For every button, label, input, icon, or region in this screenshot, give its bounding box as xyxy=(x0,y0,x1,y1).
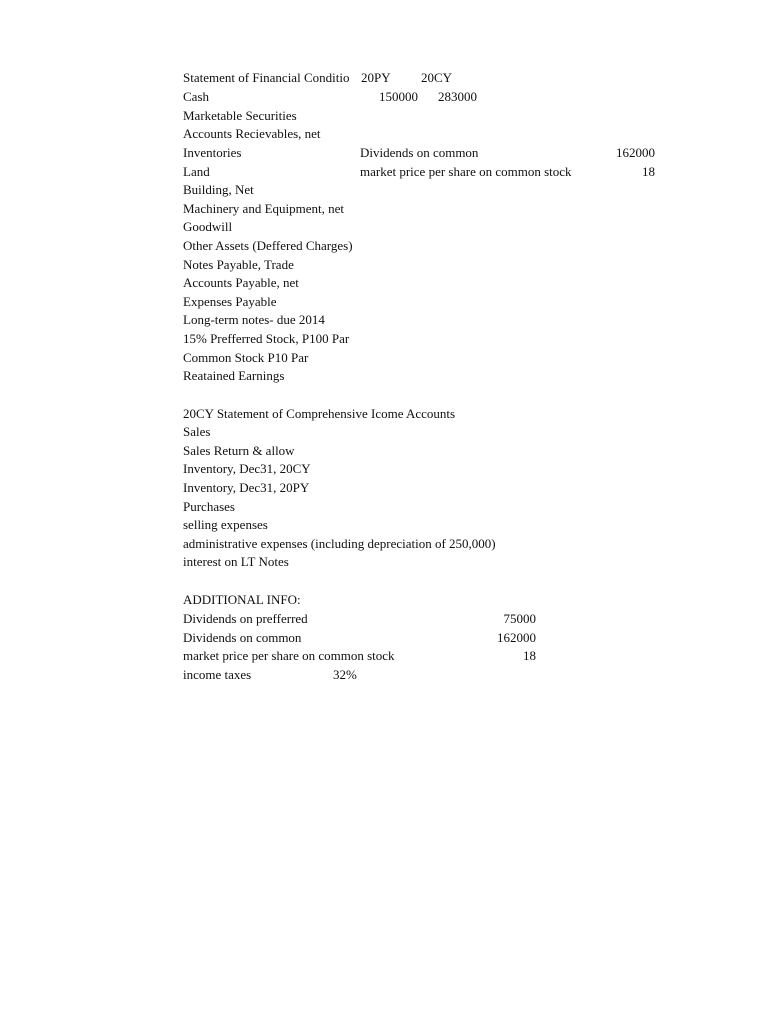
market-price-value: 18 xyxy=(523,648,536,663)
side-note-dividends-common-value: 162000 xyxy=(616,145,655,160)
row-label-dividends-preferred: Dividends on prefferred xyxy=(183,611,308,626)
dividends-preferred-value: 75000 xyxy=(503,611,536,626)
income-taxes-value: 32% xyxy=(333,667,357,682)
cash-20py-value: 150000 xyxy=(379,89,418,104)
side-note-market-price-label: market price per share on common stock xyxy=(360,164,572,179)
row-label-notes-payable: Notes Payable, Trade xyxy=(183,257,294,272)
row-label-expenses-payable: Expenses Payable xyxy=(183,294,277,309)
dividends-common-value: 162000 xyxy=(497,630,536,645)
row-label-sales: Sales xyxy=(183,424,211,439)
row-label-cash: Cash xyxy=(183,89,209,104)
row-label-preferred-stock: 15% Prefferred Stock, P100 Par xyxy=(183,331,350,346)
row-label-inventory-20cy: Inventory, Dec31, 20CY xyxy=(183,461,311,476)
row-label-purchases: Purchases xyxy=(183,499,235,514)
row-label-interest-lt-notes: interest on LT Notes xyxy=(183,554,289,569)
row-label-common-stock: Common Stock P10 Par xyxy=(183,350,309,365)
row-label-inventory-20py: Inventory, Dec31, 20PY xyxy=(183,480,310,495)
row-label-marketable-securities: Marketable Securities xyxy=(183,108,297,123)
row-label-accounts-receivables: Accounts Recievables, net xyxy=(183,126,321,141)
row-label-retained-earnings: Reatained Earnings xyxy=(183,368,285,383)
row-label-accounts-payable: Accounts Payable, net xyxy=(183,275,299,290)
balance-sheet-title: Statement of Financial Conditio xyxy=(183,70,350,85)
row-label-machinery: Machinery and Equipment, net xyxy=(183,201,345,216)
row-label-administrative-expenses: administrative expenses (including depreciation of 250,000) xyxy=(183,536,496,551)
side-note-market-price-value: 18 xyxy=(642,164,655,179)
row-label-other-assets: Other Assets (Deffered Charges) xyxy=(183,238,353,253)
row-label-goodwill: Goodwill xyxy=(183,219,233,234)
row-label-long-term-notes: Long-term notes- due 2014 xyxy=(183,312,325,327)
additional-info-title: ADDITIONAL INFO: xyxy=(183,592,301,607)
row-label-sales-return: Sales Return & allow xyxy=(183,443,295,458)
row-label-inventories: Inventories xyxy=(183,145,242,160)
side-note-dividends-common-label: Dividends on common xyxy=(360,145,479,160)
column-header-20cy: 20CY xyxy=(421,70,453,85)
row-label-building: Building, Net xyxy=(183,182,254,197)
cash-20cy-value: 283000 xyxy=(438,89,477,104)
row-label-market-price: market price per share on common stock xyxy=(183,648,395,663)
income-statement-title: 20CY Statement of Comprehensive Icome Accounts xyxy=(183,406,456,421)
row-label-dividends-common: Dividends on common xyxy=(183,630,302,645)
row-label-land: Land xyxy=(183,164,210,179)
column-header-20py: 20PY xyxy=(361,70,391,85)
row-label-income-taxes: income taxes xyxy=(183,667,252,682)
row-label-selling-expenses: selling expenses xyxy=(183,517,268,532)
